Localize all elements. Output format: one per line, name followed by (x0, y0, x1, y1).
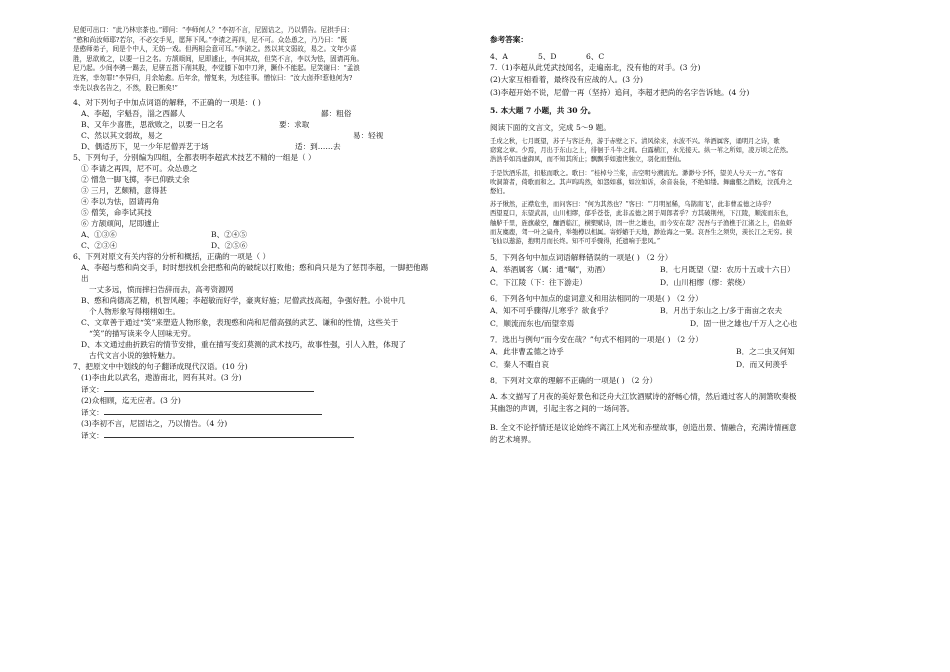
question-5-option-a[interactable]: A、①③⑥ (81, 230, 117, 240)
passage-line: “憨和尚汝师耶?若尔，不必交手见，愿拜下风。”李请之再四，尼不可。众怂恿之，乃乃曰：“既 (73, 35, 348, 44)
passage-line: 吹洞箫者，倚歌而和之。其声呜呜然，如怨如慕，如泣如诉，余音袅袅，不绝如缕。舞幽壑之潜蛟，泣孤舟之 (490, 178, 793, 186)
translation-blank-3[interactable] (104, 429, 354, 438)
question-7-sentence-1: (1)李由此以武名，遨游南北，罔有其对。(3 分) (81, 373, 242, 383)
right-column (490, 26, 890, 446)
question-8-option-a[interactable] (490, 391, 890, 416)
answers-row (490, 51, 890, 62)
option-line: D、本文通过曲折跌宕的情节安排，重在描写变幻莫测的武术技巧，故事性强，引人入胜，体现了 (81, 340, 407, 350)
question-5-stem: 5、下列句子，分别编为四组，全都表明李超武术技艺不精的一组是（ ） (73, 153, 316, 163)
passage-line: 尼乃起。少间李骋一踢去，尼骈五指下削其股，李觉膝下如中刀斧，蹶仆不能起。尼笑谢曰：“孟浪 (73, 64, 360, 73)
passage-line: 浩浩乎如冯虚御风，而不知其所止；飘飘乎如遗世独立，羽化而登仙。 (490, 156, 686, 164)
question-4-option-d[interactable]: D、偶适历下，见一少年尼僧弄艺于场 适：到……去 (81, 142, 341, 152)
option-line: 个人物形象写得栩栩如生。 (89, 307, 181, 317)
translation-label: 译文： (81, 385, 104, 395)
translation-blank-1[interactable] (104, 383, 314, 392)
question-6-option-d[interactable]: D．固一世之雄也/千万人之心也 (690, 318, 798, 328)
option-line: B、憨和尚德高艺精，机智风趣；李超敏而好学，豪爽好施；尼僧武技高超，争强好胜。小说中几 (81, 296, 406, 306)
reading-instruction: 阅读下面的文言文，完成 5～9 题。 (490, 122, 611, 132)
question-5-option-c[interactable]: C、②③④ (81, 241, 118, 251)
question-8-stem: 8．下列对文章的理解不正确的一项是( ) （2 分） (490, 375, 658, 385)
passage-line: 飞仙以遨游，抱明月而长终。知不可乎骤得，托遗响于悲风。” (490, 237, 661, 245)
passage-line: 而友麋鹿，驾一叶之扁舟，举匏樽以相属。寄蜉蝣于天地，渺沧海之一粟。哀吾生之须臾，羡长江之无穷。挟 (490, 228, 793, 236)
option-line: A. 本文描写了月夜的美好景色和泛舟大江饮酒赋诗的舒畅心情，然后通过客人的洞箫吹奏极 (490, 392, 797, 402)
question-7-option-b[interactable]: B．之二虫又何知 (736, 347, 795, 357)
question-4-option-b[interactable]: B、又年少喜胜，思欲败之，以要一日之名 要：求取 (81, 120, 310, 130)
question-5-stem: 5．下列各句中加点词语解释错误的一项是( ) （2 分） (490, 253, 673, 263)
passage-line: 西望夏口，东望武昌，山川相缪，郁乎苍苍，此非孟德之困于周郎者乎？方其破荆州，下江陵，顺流而东也， (490, 210, 793, 218)
question-6-option-d[interactable] (73, 339, 433, 361)
answer-7-3: (3)李超开始不说，尼僧一再（坚持）追问，李超才把尚的名字告诉她。(4 分) (490, 87, 750, 97)
passage-line: 幸先以我名告之，不然，股已断矣!” (73, 83, 178, 92)
answers-title: 参考答案： (490, 35, 528, 44)
question-7-sentence-2: (2)众相顾，迄无应者。(3 分) (81, 396, 181, 406)
question-6-option-a[interactable] (73, 262, 433, 295)
question-7-stem: 7．选出与例句“而今安在哉？”句式不相同的一项是( ) （2 分） (490, 334, 703, 344)
passage-line: 嫠妇。 (490, 187, 509, 195)
question-6-option-c[interactable] (73, 317, 433, 339)
option-line: A、李超与憨和尚交手，时时想找机会把憨和尚的破绽以打败他；憨和尚只是为了惩罚李超，一脚把他踢出 (81, 263, 429, 284)
translation-label: 译文： (81, 431, 104, 441)
question-5-option-c[interactable]: C．下江陵（下：往下游走） (490, 277, 587, 287)
passage-line: 舳舻千里，旌旗蔽空，酾酒临江，横槊赋诗，固一世之雄也，而今安在哉？况吾与子渔樵于江渚之上，侣鱼虾 (490, 219, 793, 227)
option-line: “笑”的描写读来令人回味无穷。 (89, 329, 196, 339)
question-5-item: ③ 三月，艺颇精，意得甚 (81, 186, 167, 196)
option-line: C、文章善于通过“笑”来塑造人物形象，表现憨和尚和尼僧高强的武艺、谦和的性情，这些关于 (81, 318, 399, 328)
question-6-option-b[interactable]: B．月出于东山之上/多于南亩之农夫 (660, 306, 783, 316)
passage-line: 窈窕之章。少焉，月出于东山之上，徘徊于斗牛之间。白露横江，水光接天。纵一苇之所如，凌万顷之茫然。 (490, 147, 793, 155)
answer-7-1: 7.（1)李超从此凭武技闻名，走遍南北，没有他的对手。(3 分) (490, 63, 701, 72)
question-7-option-c[interactable]: C．秦人不暇自哀 (490, 359, 549, 369)
passage-line: 是憨师弟子，间是个中人，无妨一戏。但两相会意可耳。”李诺之。然以其文弱故，易之。文年少喜 (73, 45, 357, 54)
question-5-item: ② 憎急一脚飞掷，李已仰跌丈余 (81, 175, 190, 185)
question-4-option-a[interactable]: A、李超，字魁吾，淄之西鄙人 鄙：粗俗 (81, 109, 352, 119)
question-5-item: ⑥ 方颉颃间，尼即遽止 (81, 219, 160, 229)
answer-5: 5、D (538, 52, 557, 61)
question-6-stem: 6、下列对原文有关内容的分析和概括，正确的一项是（ ） (73, 252, 271, 262)
question-5-item: ① 李请之再四，尼不可。众怂恿之 (81, 164, 198, 174)
question-5-option-b[interactable]: B、②④⑤ (211, 230, 247, 240)
left-column (73, 26, 433, 441)
question-7-option-d[interactable]: D．而又何羡乎 (736, 359, 788, 369)
question-8-option-b[interactable] (490, 422, 890, 447)
passage-line: 壬戌之秋，七月既望，苏子与客泛舟，游于赤壁之下。清风徐来，水波不兴。举酒属客，诵明月之诗，歌 (490, 137, 780, 145)
answer-4: 4、A (490, 52, 508, 61)
question-5-item: ④ 李以为怯，固请再角 (81, 197, 160, 207)
passage-line: 尼便可出口：“此乃林宗茶也。”即问：“李师何人？”李初不言，尼固诘之，乃以情告。尼拱手曰： (73, 26, 354, 34)
section-title: 5. 本大题 7 小题，共 30 分。 (490, 105, 596, 115)
option-line: B. 全文不论抒情还是议论始终不离江上风光和赤壁故事，创造出景、情融合，充满诗情画意 (490, 422, 797, 432)
question-5-option-d[interactable]: D．山川相缪（缪：萦绕） (660, 277, 750, 287)
question-6-option-c[interactable]: C．顺流而东也/而望幸焉 (490, 318, 575, 328)
answer-7-2: (2)大家互相看着，最终没有应战的人。(3 分) (490, 75, 644, 85)
question-5-option-b[interactable]: B．七月既望（望：农历十五或十六日） (660, 265, 795, 275)
question-7-sentence-3: (3)李初不言，尼固诘之，乃以情告。（4 分) (81, 419, 228, 429)
question-6-option-a[interactable]: A．知不可乎骤得/儿寒乎？欲食乎？ (490, 306, 612, 316)
option-line: 其幽怨的声调，引起主客之间的一场问答。 (490, 404, 635, 414)
question-7-stem: 7、把原文中中划线的句子翻译成现代汉语。(10 分) (73, 362, 248, 372)
question-5-option-a[interactable]: A．举酒属客（属：通“嘱”，劝酒） (490, 265, 610, 275)
answer-6: 6、C (586, 52, 605, 61)
passage-line: 于是饮酒乐甚，扣舷而歌之。歌曰：“桂棹兮兰桨，击空明兮溯流光。渺渺兮予怀，望美人兮天一方。”客有 (490, 169, 783, 177)
option-line: 的艺术境界。 (490, 434, 536, 444)
question-6-option-b[interactable] (73, 295, 433, 317)
question-4-option-c[interactable]: C、然以其文弱故，易之 易：轻视 (81, 131, 384, 141)
option-line: 古代文言小说的独特魅力。 (89, 351, 181, 361)
question-7-option-a[interactable]: A．此非曹孟德之诗乎 (490, 347, 564, 357)
translation-blank-2[interactable] (104, 406, 322, 415)
question-5-option-d[interactable]: D、②⑤⑥ (211, 241, 248, 251)
option-line: 一丈多远，愤而摔扫告辞而去，高考资源网 (89, 285, 234, 295)
question-4-stem: 4、对下列句子中加点词语的解释，不正确的一项是：( ) (73, 98, 261, 108)
passage-line: 迕客，幸勿罪!”李异归，月余始愈。后年余，憎复来，为述往事。憎惊曰：“汝大卤莽!惹他何为? (73, 73, 353, 82)
passage-line: 胜，思欲败之，以要一日之名。方颉颃间，尼即遽止，李问其故，但笑不言，李以为怯，固请再角。 (73, 54, 364, 63)
passage-line: 苏子愀然，正襟危坐，而问客曰：“何为其然也？”客曰：“‘月明星稀，乌鹊南飞’，此非曹孟德之诗乎？ (490, 201, 775, 209)
question-5-item: ⑤ 僧笑，命李试其技 (81, 208, 152, 218)
translation-label: 译文： (81, 408, 104, 418)
question-6-stem: 6．下列各句中加点的虚词意义和用法相同的一项是( ) （2 分） (490, 294, 703, 304)
